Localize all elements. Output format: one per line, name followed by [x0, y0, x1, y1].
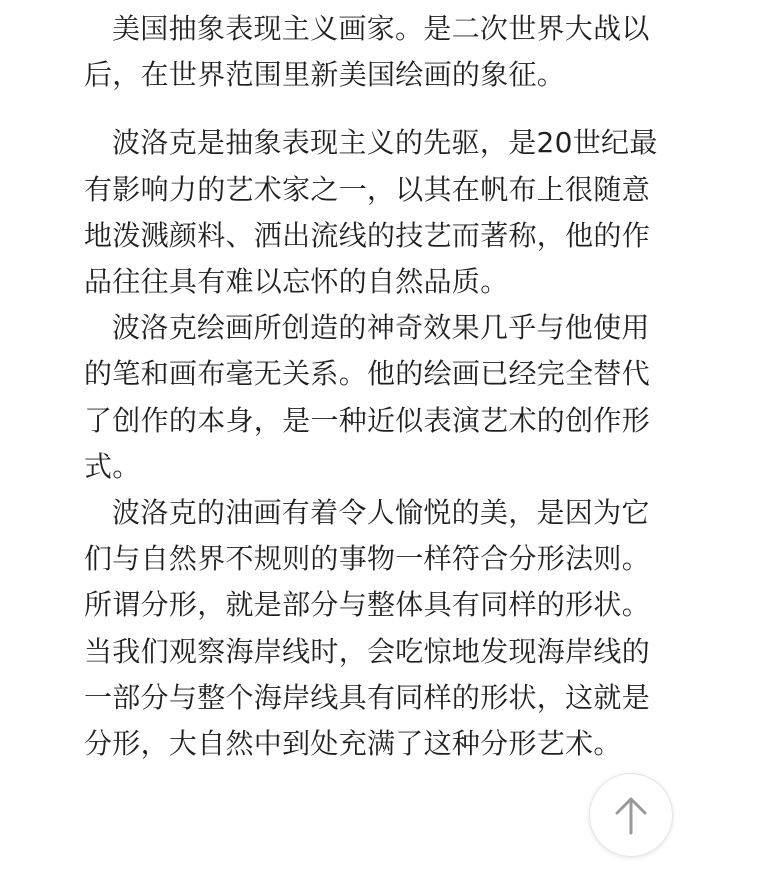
article-paragraph-4: 波洛克的油画有着令人愉悦的美，是因为它们与自然界不规则的事物一样符合分形法则。所谓分形，就是部分与整体具有同样的形状。当我们观察海岸线时，会吃惊地发现海岸线的一部分与整个海岸线具有同样的形状，这就是分形，大自然中到处充满了这种分形艺术。: [84, 496, 651, 761]
article-paragraph-3: 波洛克绘画所创造的神奇效果几乎与他使用的笔和画布毫无关系。他的绘画已经完全替代了创作的本身，是一种近似表演艺术的创作形式。: [84, 311, 651, 483]
arrow-up-icon: [611, 795, 651, 835]
article-paragraph-1: 美国抽象表现主义画家。是二次世界大战以后，在世界范围里新美国绘画的象征。: [84, 12, 650, 92]
article-paragraph-2: 波洛克是抽象表现主义的先驱，是20世纪最有影响力的艺术家之一，以其在帆布上很随意地泼溅颜料、洒出流线的技艺而著称，他的作品往往具有难以忘怀的自然品质。: [84, 126, 658, 299]
article-body: [84, 6, 664, 767]
back-to-top-button[interactable]: [589, 773, 673, 857]
